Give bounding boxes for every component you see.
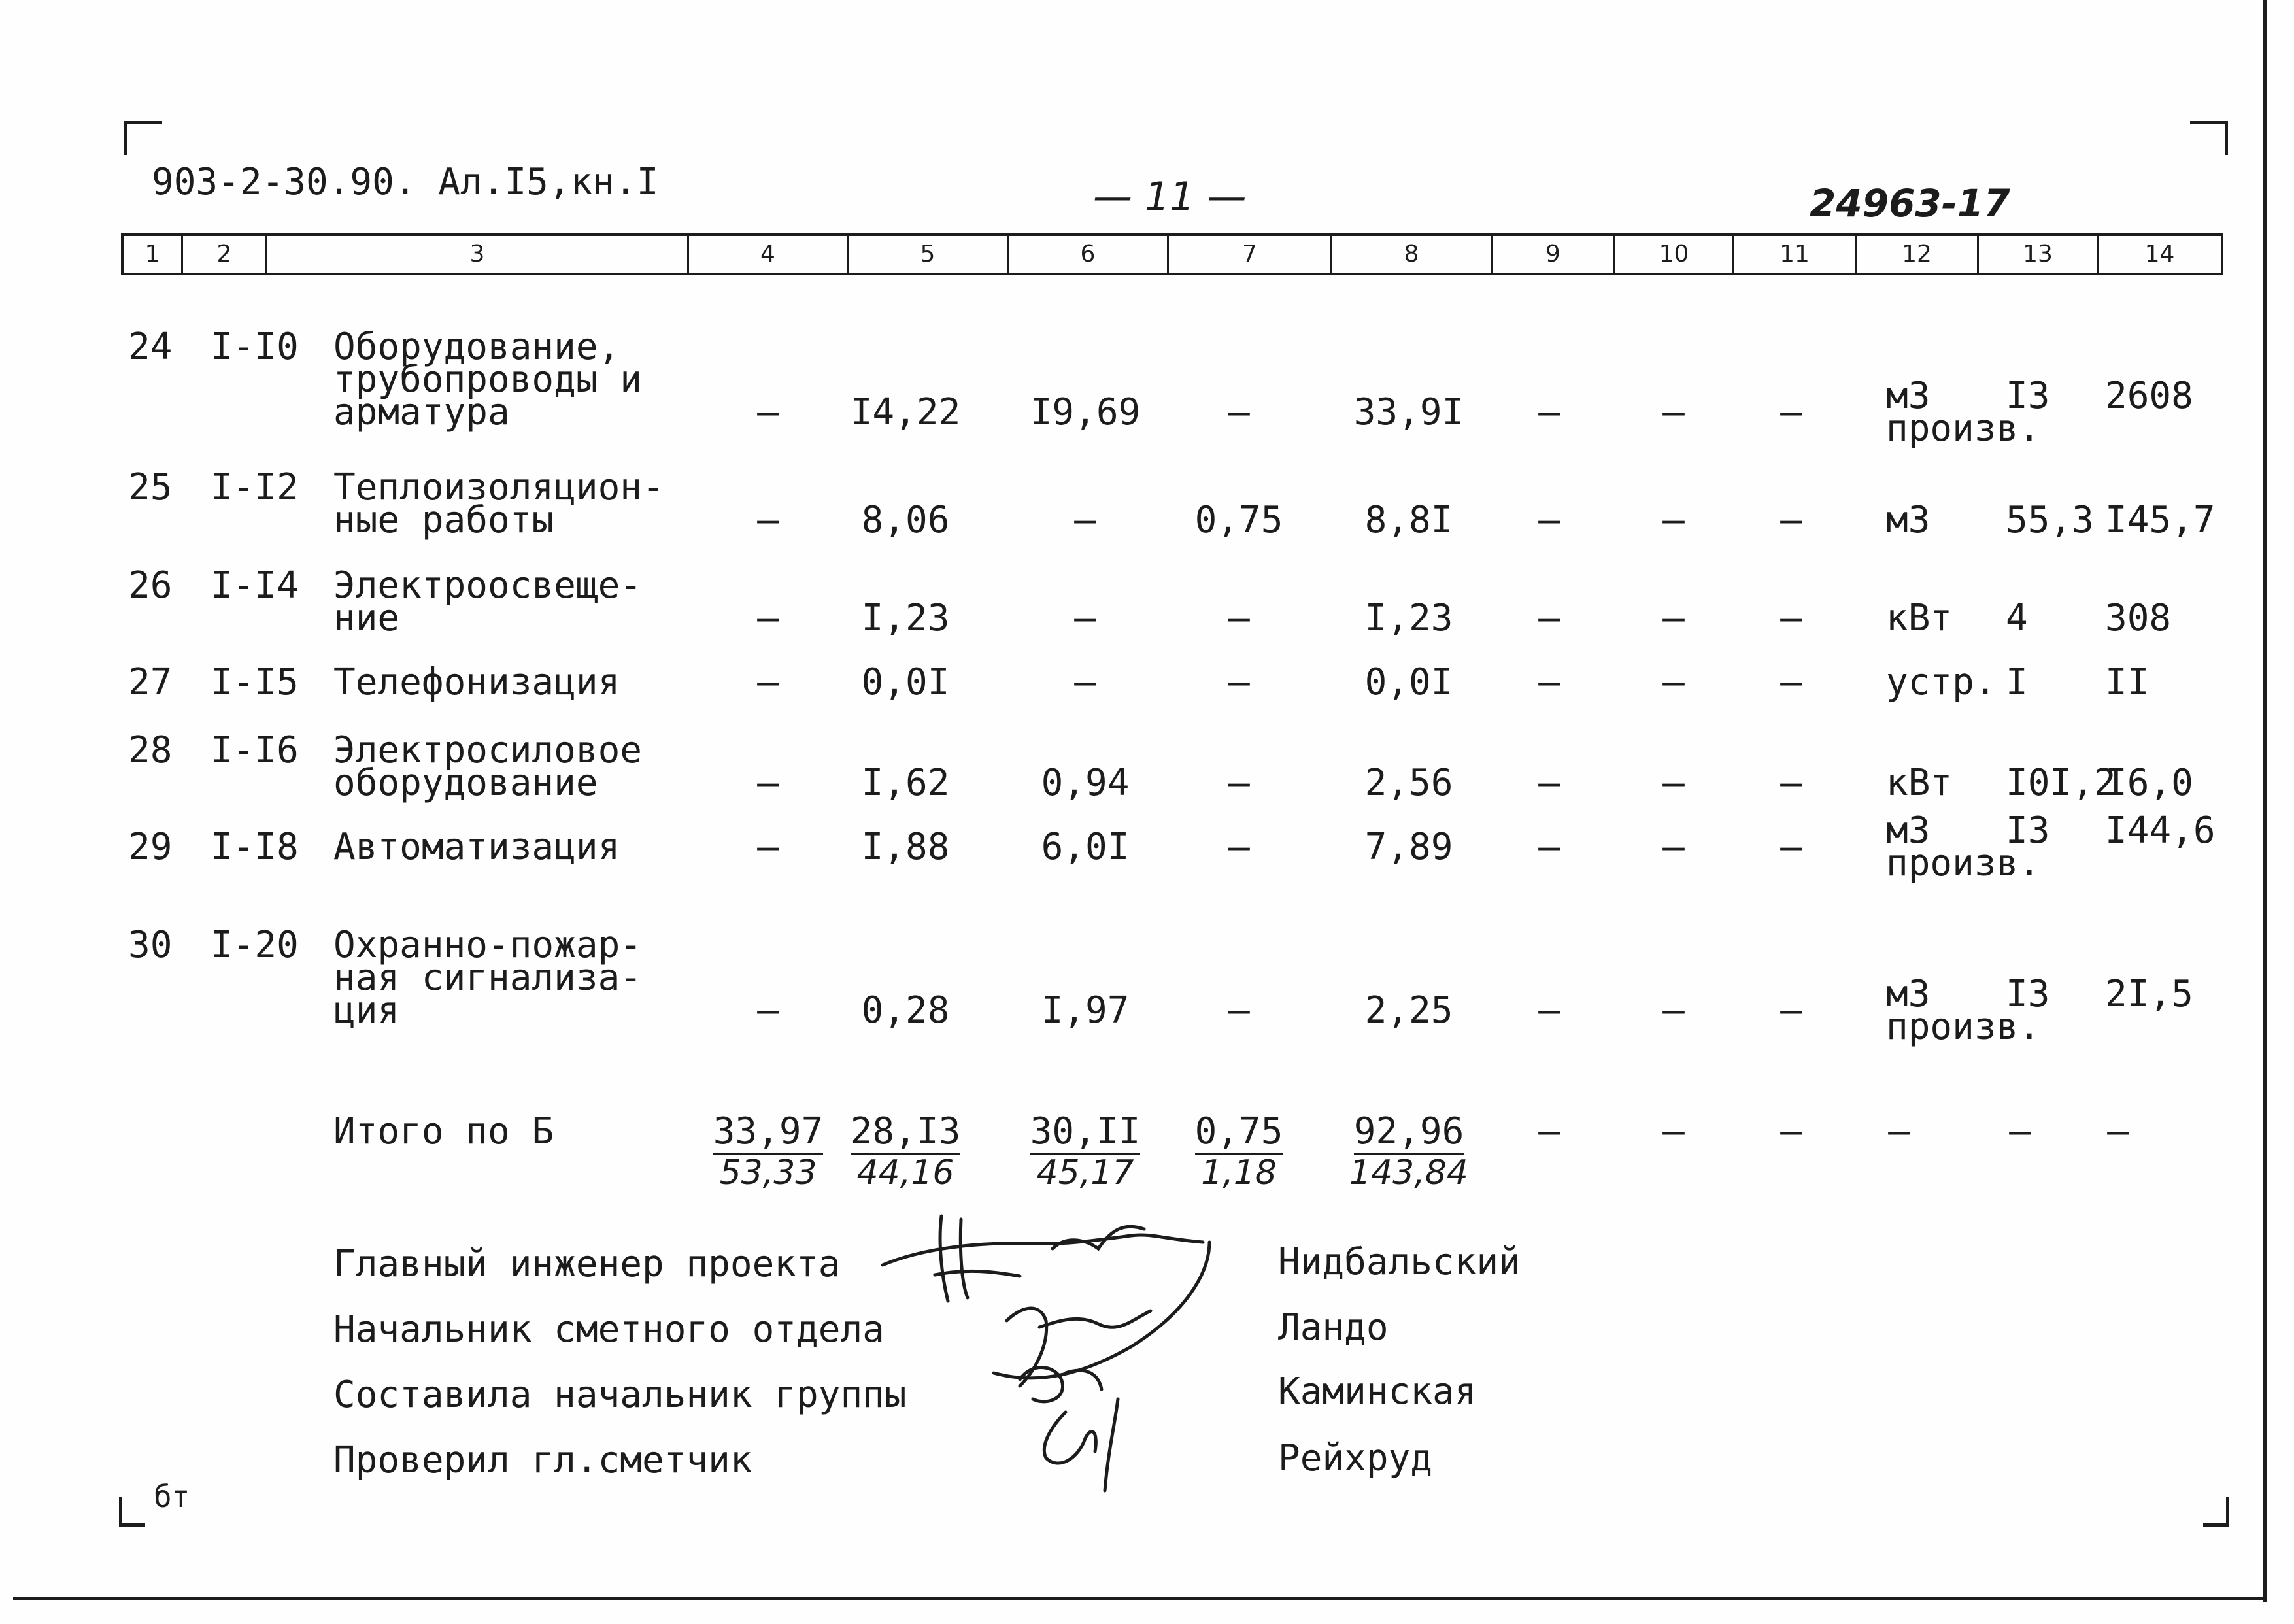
row-cost: 308: [2105, 597, 2172, 639]
total-c8-top: 92,96: [1347, 1115, 1471, 1149]
row-cell-c7: –: [1228, 762, 1250, 804]
row-unit-line: произв.: [1886, 842, 2041, 885]
total-c7-bottom: 1,18: [1201, 1153, 1277, 1193]
footer-mark: бт: [154, 1479, 190, 1514]
row-code: I-I2: [211, 466, 299, 509]
document-reference: 903-2-30.90. Ал.I5,кн.I: [152, 161, 659, 203]
row-cell-c5: 0,28: [861, 989, 950, 1032]
row-cell-c8: 7,89: [1364, 826, 1453, 868]
row-cell-c7: –: [1228, 661, 1250, 703]
row-number: 29: [128, 826, 173, 868]
row-name-line: Автоматизация: [333, 826, 620, 868]
row-unit-line: м3: [1886, 973, 1931, 1015]
row-name-line: Электросиловое: [333, 729, 643, 771]
total-c4-top: 33,97: [713, 1115, 824, 1149]
row-name-line: Телефонизация: [333, 661, 620, 703]
column-header-10: 10: [1615, 236, 1734, 273]
column-header-9: 9: [1493, 236, 1615, 273]
row-cell-c6: –: [1074, 597, 1096, 639]
total-c6-bottom: 45,17: [1036, 1153, 1134, 1193]
column-header-13: 13: [1979, 236, 2099, 273]
page-border-right: [2263, 0, 2267, 1602]
row-cell-c9: –: [1538, 597, 1560, 639]
row-cell-c8: I,23: [1364, 597, 1453, 639]
row-quantity: I3: [2006, 375, 2050, 417]
row-quantity: I: [2006, 661, 2028, 703]
row-cell-c4: –: [757, 989, 779, 1032]
column-header-14: 14: [2144, 241, 2175, 267]
column-header-7: 7: [1169, 236, 1332, 273]
corner-mark-bottom-left-v: [119, 1497, 122, 1527]
signature-role-1: Главный инженер проекта: [333, 1243, 841, 1285]
row-cell-c9: –: [1538, 762, 1560, 804]
row-code: I-I5: [211, 661, 299, 703]
signature-name-3: Каминская: [1278, 1370, 1477, 1413]
row-unit-line: м3: [1886, 499, 1931, 541]
row-number: 27: [128, 661, 173, 703]
row-cost: 2I,5: [2105, 973, 2193, 1015]
row-cost: I45,7: [2105, 499, 2216, 541]
row-cell-c11: –: [1780, 499, 1802, 541]
row-cell-c10: –: [1662, 597, 1685, 639]
row-unit-line: м3: [1886, 809, 1931, 852]
row-cell-c6: –: [1074, 661, 1096, 703]
row-cell-c5: I4,22: [850, 391, 961, 433]
row-cell-c6: –: [1074, 499, 1096, 541]
row-quantity: I0I,2: [2006, 762, 2116, 804]
row-quantity: I3: [2006, 809, 2050, 852]
column-header-6: 6: [1009, 236, 1169, 273]
row-unit-line: кВт: [1886, 597, 1953, 639]
corner-mark-top-right-h: [2190, 121, 2228, 124]
total-c5-bottom: 44,16: [856, 1153, 954, 1193]
row-name-line: трубопроводы и: [333, 358, 643, 401]
row-cell-c9: –: [1538, 499, 1560, 541]
column-header-1: 1: [124, 236, 183, 273]
row-cell-c8: 8,8I: [1364, 499, 1453, 541]
total-c14: –: [2107, 1110, 2129, 1153]
total-c9: –: [1538, 1110, 1560, 1153]
row-cell-c4: –: [757, 661, 779, 703]
column-number-header: [121, 233, 2223, 275]
row-cell-c8: 0,0I: [1364, 661, 1453, 703]
row-cell-c8: 33,9I: [1353, 391, 1464, 433]
page-border-bottom: [13, 1597, 2267, 1600]
row-quantity: 4: [2006, 597, 2028, 639]
total-c6-top: 30,II: [1026, 1115, 1144, 1149]
row-cell-c7: –: [1228, 597, 1250, 639]
total-c5-top: 28,I3: [850, 1115, 961, 1149]
row-name-line: Охранно-пожар-: [333, 924, 643, 966]
signature-name-1: Нидбальский: [1278, 1241, 1521, 1283]
corner-mark-top-left-h: [124, 121, 162, 124]
row-cell-c7: –: [1228, 391, 1250, 433]
row-quantity: 55,3: [2006, 499, 2094, 541]
stamp-number: 24963-17: [1810, 181, 2010, 226]
column-header-12: 12: [1857, 236, 1979, 273]
row-cell-c9: –: [1538, 661, 1560, 703]
row-cell-c11: –: [1780, 762, 1802, 804]
row-code: I-I6: [211, 729, 299, 771]
row-unit-line: произв.: [1886, 1006, 2041, 1048]
row-unit-line: устр.: [1886, 661, 1997, 703]
row-cell-c8: 2,25: [1364, 989, 1453, 1032]
row-cell-c11: –: [1780, 661, 1802, 703]
signature-role-4: Проверил гл.сметчик: [333, 1439, 752, 1481]
row-quantity: I3: [2006, 973, 2050, 1015]
signature-name-2: Ландо: [1278, 1306, 1389, 1349]
total-c8-bottom: 143,84: [1349, 1153, 1468, 1193]
total-c7-top: 0,75: [1190, 1115, 1288, 1149]
row-cell-c5: I,23: [861, 597, 950, 639]
row-cell-c5: I,88: [861, 826, 950, 868]
row-name-line: Теплоизоляцион-: [333, 466, 664, 509]
row-code: I-20: [211, 924, 299, 966]
row-code: I-I8: [211, 826, 299, 868]
row-number: 26: [128, 564, 173, 607]
row-cell-c7: –: [1228, 826, 1250, 868]
row-cell-c10: –: [1662, 391, 1685, 433]
row-cell-c4: –: [757, 499, 779, 541]
row-cell-c6: 6,0I: [1041, 826, 1130, 868]
row-name-line: арматура: [333, 391, 510, 433]
corner-mark-bottom-right-h: [2203, 1523, 2229, 1527]
row-cell-c5: 8,06: [861, 499, 950, 541]
column-header-5: 5: [849, 236, 1009, 273]
row-number: 30: [128, 924, 173, 966]
row-number: 24: [128, 326, 173, 368]
row-cell-c11: –: [1780, 989, 1802, 1032]
row-code: I-I4: [211, 564, 299, 607]
signature-role-2: Начальник сметного отдела: [333, 1308, 885, 1351]
column-header-8: 8: [1332, 236, 1493, 273]
row-cost: I6,0: [2105, 762, 2193, 804]
corner-mark-top-left-v: [124, 121, 127, 155]
row-code: I-I0: [211, 326, 299, 368]
column-header-11: 11: [1734, 236, 1857, 273]
row-cell-c10: –: [1662, 826, 1685, 868]
row-unit-line: произв.: [1886, 407, 2041, 450]
total-c11: –: [1780, 1110, 1802, 1153]
total-label: Итого по Б: [333, 1110, 554, 1153]
row-cell-c10: –: [1662, 499, 1685, 541]
row-number: 28: [128, 729, 173, 771]
row-name-line: ция: [333, 989, 400, 1032]
total-c13: –: [2009, 1110, 2031, 1153]
row-cost: 2608: [2105, 375, 2193, 417]
row-name-line: ная сигнализа-: [333, 956, 643, 999]
row-cell-c6: 0,94: [1041, 762, 1130, 804]
row-cell-c10: –: [1662, 989, 1685, 1032]
row-cell-c6: I,97: [1041, 989, 1130, 1032]
total-c4-bottom: 53,33: [719, 1153, 817, 1193]
row-cell-c9: –: [1538, 989, 1560, 1032]
column-header-3: 3: [267, 236, 689, 273]
row-cost: I44,6: [2105, 809, 2216, 852]
signature-role-3: Составила начальник группы: [333, 1374, 907, 1416]
corner-mark-bottom-right-v: [2226, 1497, 2229, 1527]
row-cell-c4: –: [757, 826, 779, 868]
row-name-line: Электроосвеще-: [333, 564, 643, 607]
row-cell-c10: –: [1662, 661, 1685, 703]
column-header-2: 2: [183, 236, 267, 273]
row-unit-line: кВт: [1886, 762, 1953, 804]
row-name-line: ние: [333, 597, 400, 639]
row-cell-c11: –: [1780, 391, 1802, 433]
total-c12: –: [1888, 1110, 1910, 1153]
row-cell-c11: –: [1780, 826, 1802, 868]
row-cell-c7: –: [1228, 989, 1250, 1032]
row-cost: II: [2105, 661, 2150, 703]
handwritten-signatures: [869, 1203, 1236, 1517]
row-cell-c4: –: [757, 762, 779, 804]
page-number: — 11 —: [1093, 174, 1247, 220]
row-name-line: ные работы: [333, 499, 554, 541]
signature-name-4: Рейхруд: [1278, 1437, 1433, 1480]
row-cell-c8: 2,56: [1364, 762, 1453, 804]
row-cell-c10: –: [1662, 762, 1685, 804]
row-number: 25: [128, 466, 173, 509]
row-cell-c9: –: [1538, 391, 1560, 433]
corner-mark-top-right-v: [2225, 121, 2228, 155]
row-name-line: Оборудование,: [333, 326, 620, 368]
total-c10: –: [1662, 1110, 1685, 1153]
row-cell-c4: –: [757, 597, 779, 639]
row-name-line: оборудование: [333, 762, 598, 804]
row-cell-c7: 0,75: [1194, 499, 1283, 541]
row-cell-c4: –: [757, 391, 779, 433]
row-cell-c9: –: [1538, 826, 1560, 868]
row-cell-c11: –: [1780, 597, 1802, 639]
corner-mark-bottom-left-h: [119, 1523, 145, 1527]
row-cell-c5: 0,0I: [861, 661, 950, 703]
row-cell-c6: I9,69: [1030, 391, 1141, 433]
column-header-4: 4: [689, 236, 849, 273]
row-cell-c5: I,62: [861, 762, 950, 804]
row-unit-line: м3: [1886, 375, 1931, 417]
